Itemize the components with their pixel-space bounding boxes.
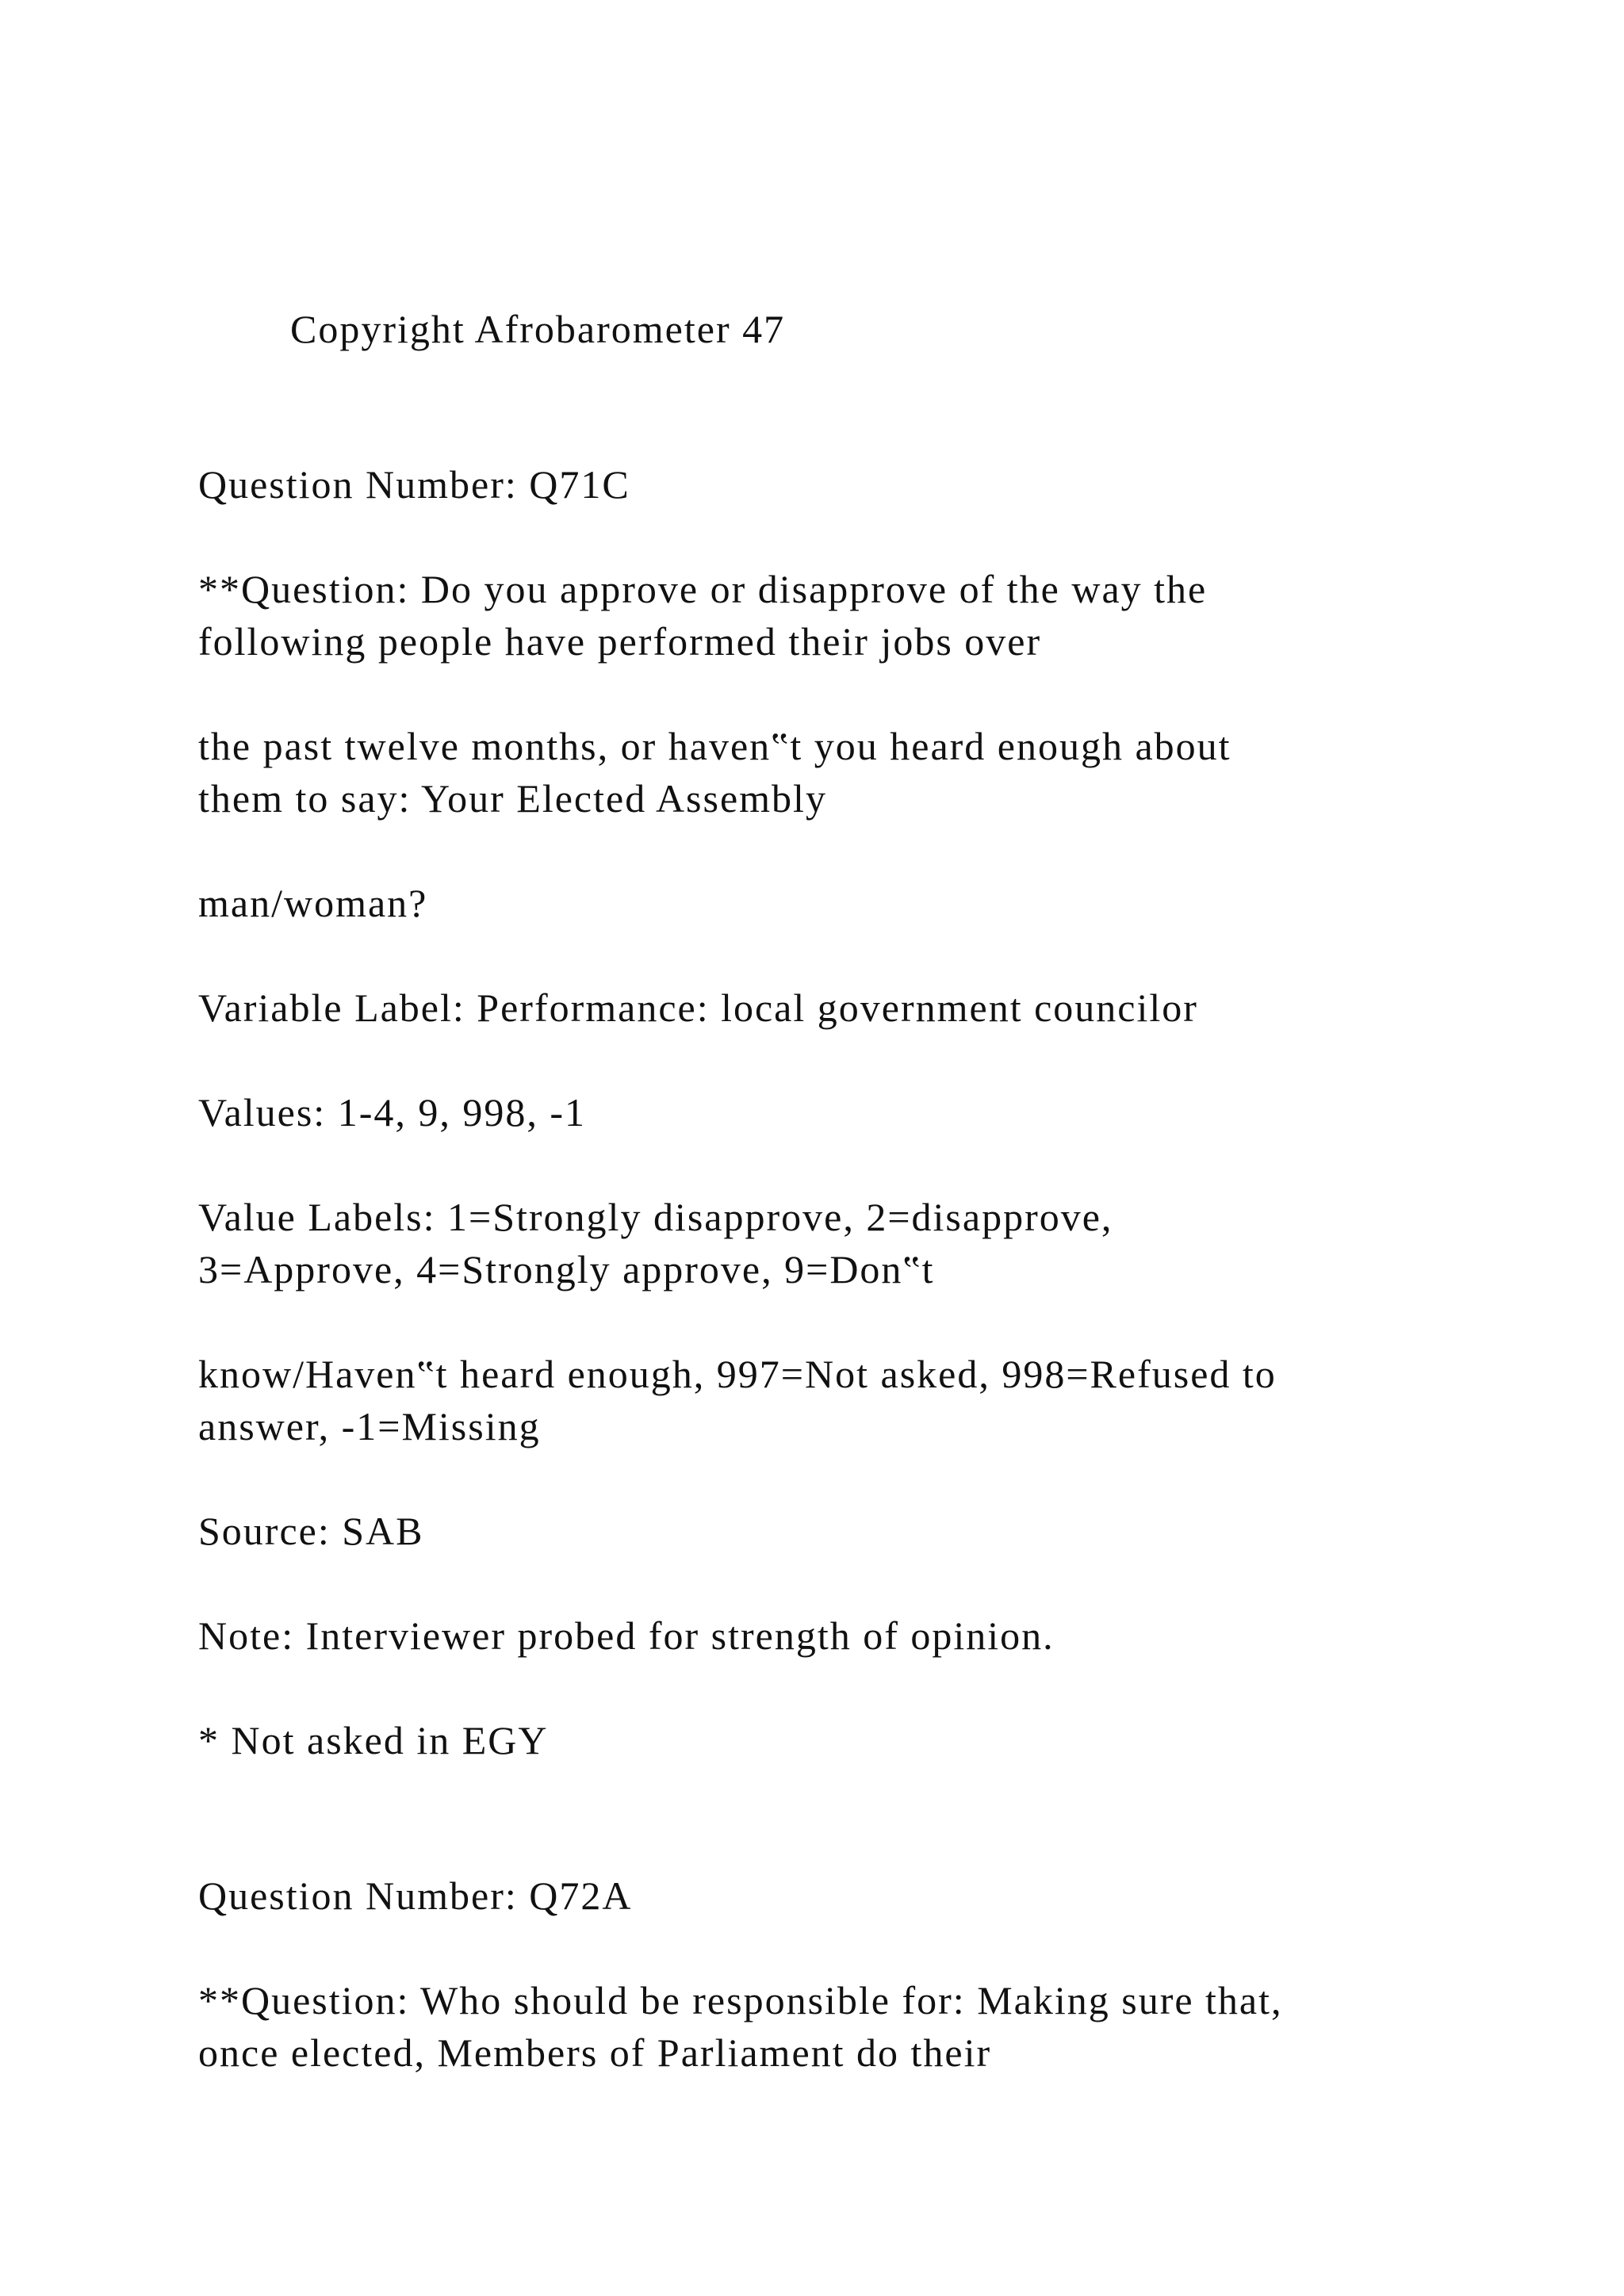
q71c-question-text-line-2: following people have performed their jobs over bbox=[198, 619, 1042, 664]
q71c-value-labels-line-4: answer, -1=Missing bbox=[198, 1404, 541, 1448]
q72a-question-text-line-2: once elected, Members of Parliament do their bbox=[198, 2030, 992, 2075]
q71c-question-text-line-1: **Question: Do you approve or disapprove of the way the bbox=[198, 567, 1208, 611]
q71c-source: Source: SAB bbox=[198, 1509, 424, 1553]
q71c-question-text-line-4: them to say: Your Elected Assembly bbox=[198, 776, 827, 821]
q71c-note: Note: Interviewer probed for strength of opinion. bbox=[198, 1613, 1055, 1658]
q72a-question-text-line-1: **Question: Who should be responsible for: Making sure that, bbox=[198, 1978, 1283, 2022]
q71c-value-labels-line-2: 3=Approve, 4=Strongly approve, 9=Don‟t bbox=[198, 1247, 935, 1292]
q71c-values: Values: 1-4, 9, 998, -1 bbox=[198, 1090, 586, 1135]
q71c-value-labels-line-1: Value Labels: 1=Strongly disapprove, 2=disapprove, bbox=[198, 1195, 1113, 1239]
q71c-question-text-line-5: man/woman? bbox=[198, 881, 428, 925]
q72a-question-number: Question Number: Q72A bbox=[198, 1873, 633, 1918]
q71c-question-text-line-3: the past twelve months, or haven‟t you heard enough about bbox=[198, 724, 1231, 768]
q71c-question-number: Question Number: Q71C bbox=[198, 462, 630, 507]
q71c-variable-label: Variable Label: Performance: local government councilor bbox=[198, 985, 1198, 1030]
q71c-value-labels-line-3: know/Haven‟t heard enough, 997=Not asked, 998=Refused to bbox=[198, 1352, 1277, 1396]
q71c-not-asked-note: * Not asked in EGY bbox=[198, 1718, 549, 1762]
page-header: Copyright Afrobarometer 47 bbox=[290, 307, 786, 351]
